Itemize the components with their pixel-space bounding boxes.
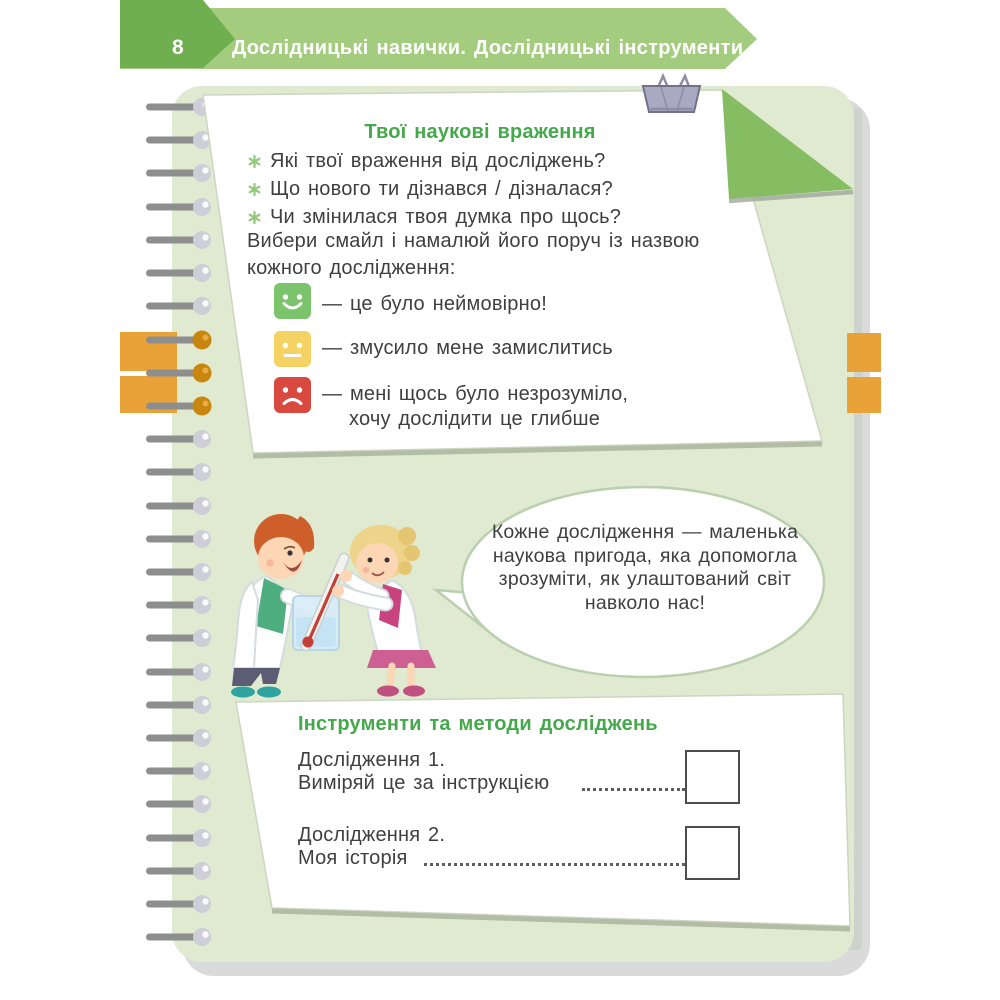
speech-bubble-text: Кожне дослідження — маленька наукова пригода, яка допомогла зрозуміти, як улаштований світ навколо нас! (491, 521, 799, 614)
neutral-face-icon (274, 331, 311, 367)
bullet-text: Чи змінилася твоя думка про щось? (270, 206, 622, 228)
happy-face-icon (274, 283, 311, 319)
girl-hand (332, 585, 344, 597)
girl-skirt (367, 650, 436, 668)
asterisk-bullet-icon (248, 183, 261, 196)
bullet-text: Що нового ти дізнався / дізналася? (270, 178, 613, 200)
tools-title: Інструменти та методи досліджень (298, 713, 658, 735)
legend-neutral-label: — змусило мене замислитись (322, 337, 613, 359)
binder-clip-icon (643, 76, 700, 112)
asterisk-bullet-icon (248, 211, 261, 224)
instruction-line-1: Вибери смайл і намалюй його поруч із назвою (247, 230, 700, 252)
boy-shoe (257, 687, 281, 698)
legend-sad-label-line2: хочу дослідити це глибше (349, 408, 601, 430)
boy-face (258, 537, 304, 579)
sad-face-icon (274, 377, 311, 413)
research-item-2-smiley-box[interactable] (685, 826, 740, 880)
legend-sad-label-line1: — мені щось було незрозуміло, (322, 383, 629, 405)
girl-hand (340, 570, 352, 582)
research-item-2-write-line[interactable] (424, 857, 685, 866)
page-header-title: Дослідницькі навички. Дослідницькі інструменти (232, 37, 744, 59)
boy-shoe (231, 687, 255, 698)
research-item-2-title: Дослідження 2. (298, 824, 446, 846)
research-item-1-smiley-box[interactable] (685, 750, 740, 804)
legend-happy-label: — це було неймовірно! (322, 293, 547, 315)
impressions-bullet-1 (248, 148, 605, 174)
impressions-bullet-2 (248, 176, 613, 202)
page-number: 8 (172, 36, 184, 59)
research-item-2-label: Моя історія (298, 847, 408, 869)
research-item-1-label: Виміряй це за інструкцією (298, 772, 550, 794)
asterisk-bullet-icon (248, 155, 261, 168)
girl-shoe (403, 686, 425, 697)
girl-shoe (377, 686, 399, 697)
impressions-bullet-3 (248, 204, 621, 230)
research-item-1-title: Дослідження 1. (298, 749, 446, 771)
research-item-1-write-line[interactable] (582, 782, 685, 791)
instruction-line-2: кожного дослідження: (247, 257, 456, 279)
bullet-text: Які твої враження від досліджень? (270, 150, 606, 172)
impressions-title: Твої наукові враження (364, 121, 596, 143)
